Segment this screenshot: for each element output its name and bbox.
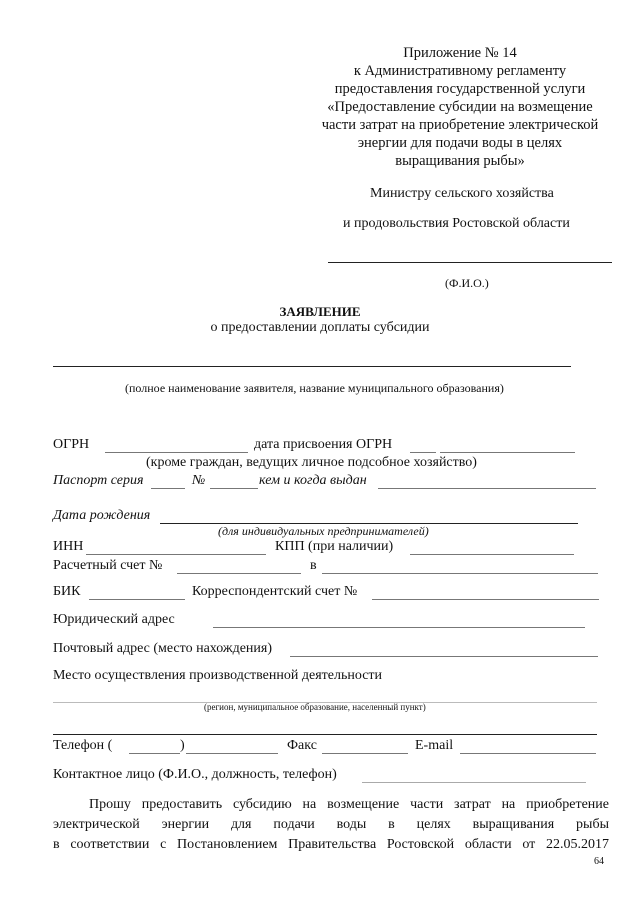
passport-series-field[interactable] bbox=[151, 488, 185, 489]
ip-note: (для индивидуальных предпринимателей) bbox=[218, 524, 429, 538]
phone-code-field[interactable] bbox=[129, 753, 180, 754]
legal-address-label: Юридический адрес bbox=[53, 612, 175, 627]
bik-field[interactable] bbox=[89, 599, 185, 600]
ogrn-note: (кроме граждан, ведущих личное подсобное хозяйство) bbox=[146, 455, 477, 470]
addressee-line-2: и продовольствия Ростовской области bbox=[343, 216, 570, 231]
ogrn-date-label: дата присвоения ОГРН bbox=[254, 437, 393, 452]
fax-field[interactable] bbox=[322, 753, 408, 754]
production-place-label: Место осуществления производственной деятельности bbox=[53, 668, 383, 683]
fax-label: Факс bbox=[287, 738, 317, 753]
contact-label: Контактное лицо (Ф.И.О., должность, телефон) bbox=[53, 767, 337, 782]
email-field[interactable] bbox=[460, 753, 596, 754]
bik-label: БИК bbox=[53, 584, 81, 599]
kpp-field[interactable] bbox=[410, 554, 574, 555]
phone-close: ) bbox=[180, 738, 185, 753]
request-line-1: Прошу предоставить субсидию на возмещение части затрат на приобретение bbox=[89, 797, 609, 812]
region-note: (регион, муниципальное образование, населенный пункт) bbox=[204, 702, 426, 712]
passport-issued-label: кем и когда выдан bbox=[259, 473, 367, 488]
account-field[interactable] bbox=[177, 573, 301, 574]
inn-field[interactable] bbox=[86, 554, 266, 555]
email-label: E-mail bbox=[415, 738, 454, 753]
applicant-caption: (полное наименование заявителя, название муниципального образования) bbox=[125, 381, 504, 395]
legal-address-field[interactable] bbox=[213, 627, 585, 628]
phone-label: Телефон ( bbox=[53, 738, 113, 753]
ogrn-field[interactable] bbox=[105, 452, 248, 453]
corr-account-field[interactable] bbox=[372, 599, 599, 600]
request-line-3: в соответствии с Постановлением Правительства Ростовской области от 22.05.2017 bbox=[53, 837, 609, 852]
applicant-name-line[interactable] bbox=[53, 366, 571, 367]
passport-number-label: № bbox=[192, 473, 206, 488]
ogrn-date-field-2[interactable] bbox=[440, 452, 575, 453]
postal-address-label: Почтовый адрес (место нахождения) bbox=[53, 641, 272, 656]
request-line-2: электрической энергии для подачи воды в целях выращивания рыбы bbox=[53, 817, 609, 832]
addressee-line-1: Министру сельского хозяйства bbox=[370, 186, 554, 201]
page-number: 64 bbox=[594, 856, 604, 867]
appendix-line: «Предоставление субсидии на возмещение bbox=[327, 99, 593, 115]
appendix-line: выращивания рыбы» bbox=[395, 153, 525, 169]
fio-caption: (Ф.И.О.) bbox=[445, 276, 489, 290]
appendix-line: Приложение № 14 bbox=[403, 45, 517, 61]
birth-date-label: Дата рождения bbox=[53, 508, 151, 523]
bank-field[interactable] bbox=[322, 573, 598, 574]
contact-field[interactable] bbox=[362, 782, 586, 783]
inn-label: ИНН bbox=[53, 539, 84, 554]
passport-issued-field[interactable] bbox=[378, 488, 596, 489]
postal-address-field[interactable] bbox=[290, 656, 598, 657]
ogrn-date-field-1[interactable] bbox=[410, 452, 436, 453]
document-title: ЗАЯВЛЕНИЕ bbox=[279, 304, 361, 319]
fio-line[interactable] bbox=[328, 262, 612, 263]
phone-field[interactable] bbox=[186, 753, 278, 754]
document-subtitle: о предоставлении доплаты субсидии bbox=[210, 320, 430, 335]
account-in-label: в bbox=[310, 558, 317, 573]
passport-number-field[interactable] bbox=[210, 488, 258, 489]
appendix-line: к Административному регламенту bbox=[353, 63, 567, 79]
appendix-line: предоставления государственной услуги bbox=[334, 81, 586, 97]
appendix-line: части затрат на приобретение электрической bbox=[321, 117, 599, 133]
corr-account-label: Корреспондентский счет № bbox=[192, 584, 358, 599]
passport-series-label: Паспорт серия bbox=[53, 473, 144, 488]
ogrn-label: ОГРН bbox=[53, 437, 90, 452]
account-label: Расчетный счет № bbox=[53, 558, 163, 573]
extra-line[interactable] bbox=[53, 734, 597, 735]
kpp-label: КПП (при наличии) bbox=[275, 539, 394, 554]
appendix-line: энергии для подачи воды в целях bbox=[357, 135, 563, 151]
